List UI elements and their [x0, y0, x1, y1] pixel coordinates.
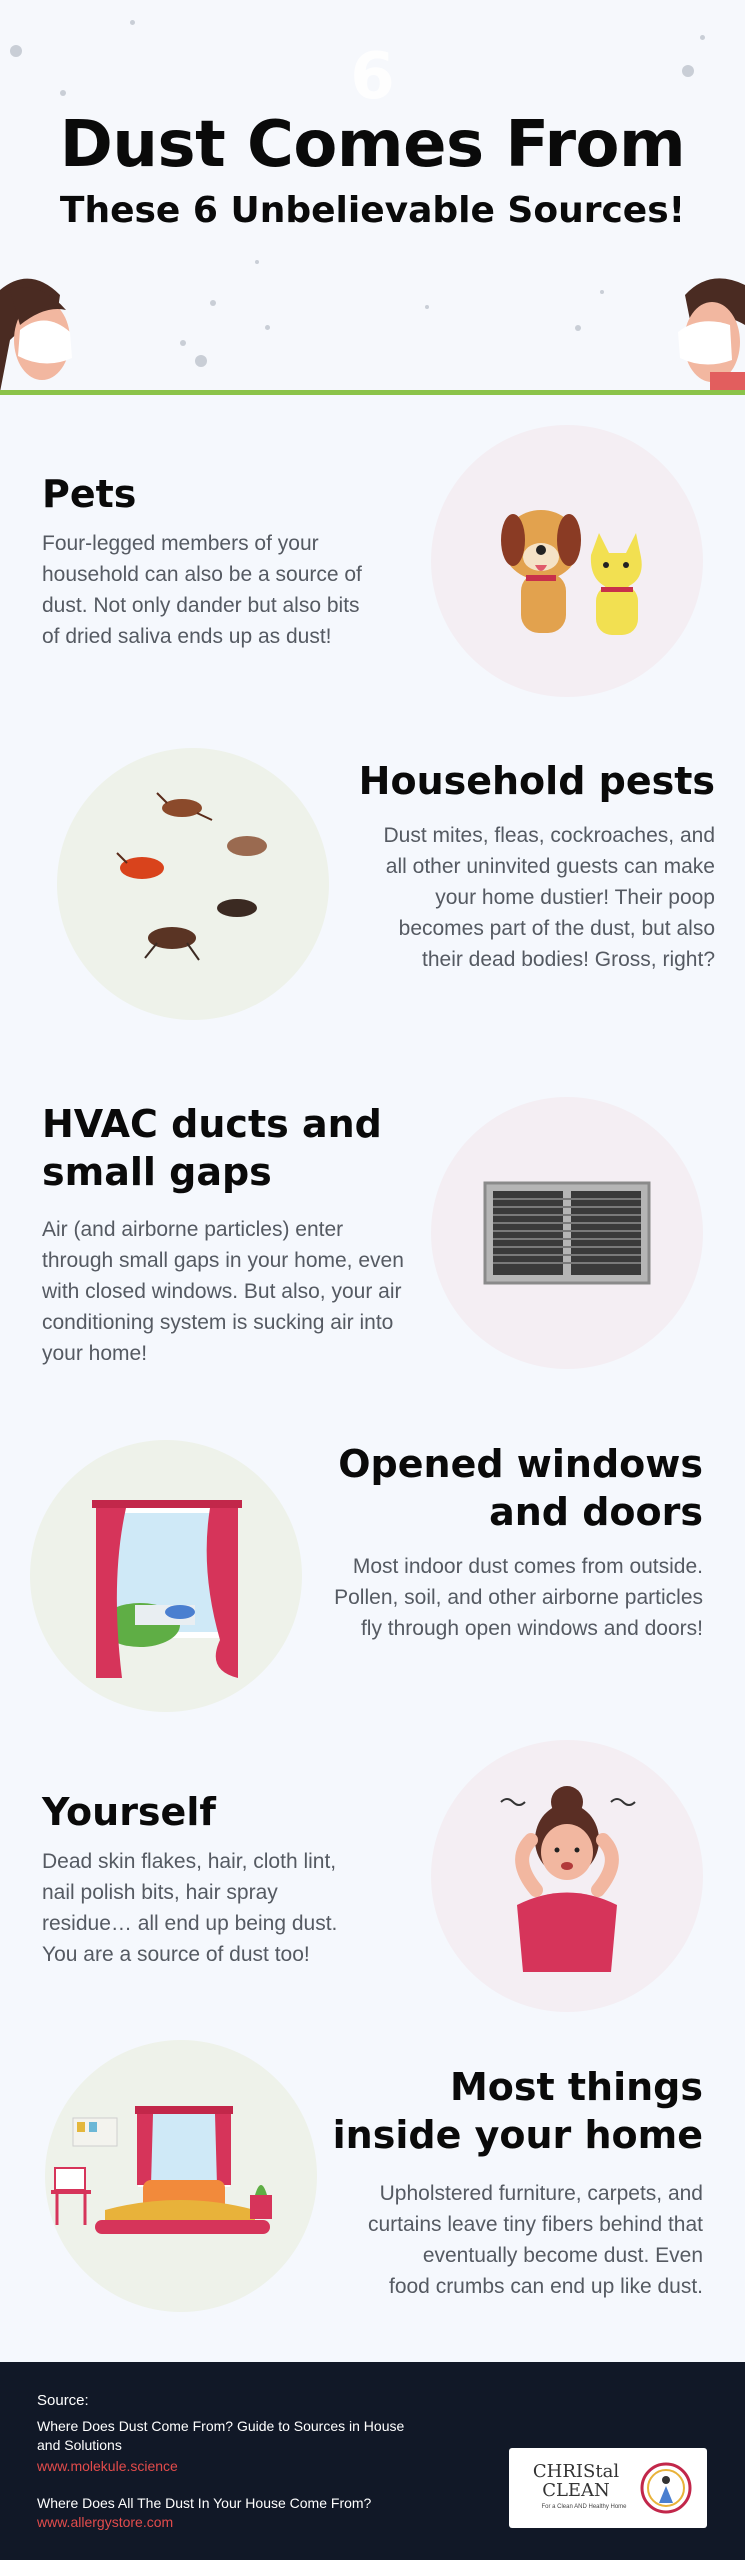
text-line: through small gaps in your home, even: [42, 1249, 404, 1272]
title-line: Opened windows: [338, 1442, 703, 1486]
source-1-link[interactable]: www.molekule.science: [37, 2458, 178, 2474]
dust-particle: [210, 300, 216, 306]
number-six: 6: [350, 40, 395, 114]
text-line: household can also be a source of: [42, 563, 362, 586]
dust-particle: [600, 290, 604, 294]
dust-particle: [130, 20, 135, 25]
open-window-icon: [30, 1440, 302, 1712]
logo-line: CLEAN: [542, 2480, 610, 2501]
text-line: with closed windows. But also, your air: [42, 1280, 402, 1303]
bugs-icon: [57, 748, 329, 1020]
dust-particle: [255, 260, 259, 264]
text-line: eventually become dust. Even: [422, 2244, 703, 2267]
section-text-windows: [300, 1551, 703, 1644]
title-line: and doors: [489, 1490, 703, 1534]
text-line: Upholstered furniture, carpets, and: [379, 2182, 703, 2205]
logo-text: [531, 2462, 621, 2500]
section-text-pests: [300, 820, 715, 975]
bedroom-icon: [45, 2040, 317, 2312]
section-text-hvac: [42, 1214, 432, 1369]
section-title-windows: [300, 1440, 703, 1536]
dust-particle: [575, 325, 581, 331]
section-title-home: [300, 2063, 703, 2159]
yourself-illustration: [431, 1740, 703, 2012]
dust-particle: [195, 355, 207, 367]
pets-illustration: [431, 425, 703, 697]
dust-particle: [180, 340, 186, 346]
section-title-pets: Pets: [42, 472, 137, 516]
dog-and-cat-icon: [431, 425, 703, 697]
page-title: Dust Comes From: [59, 108, 686, 182]
text-line: Dust mites, fleas, cockroaches, and: [383, 824, 715, 847]
text-line: your home!: [42, 1342, 148, 1365]
text-line: Four-legged members of your: [42, 532, 319, 555]
source-label: Source:: [37, 2392, 89, 2409]
section-text-pets: [42, 528, 412, 652]
air-vent-icon: [431, 1097, 703, 1369]
hvac-illustration: [431, 1097, 703, 1369]
text-line: fly through open windows and doors!: [360, 1617, 703, 1640]
header-banner: [0, 0, 745, 395]
text-line: curtains leave tiny fibers behind that: [367, 2213, 703, 2236]
section-text-home: [300, 2178, 703, 2302]
text-line: Air (and airborne particles) enter: [42, 1218, 344, 1241]
text-line: of dried saliva ends up as dust!: [42, 625, 332, 648]
home-illustration: [45, 2040, 317, 2312]
masked-woman-icon: [0, 270, 75, 392]
text-line: You are a source of dust too!: [42, 1943, 310, 1966]
grass-line: [0, 390, 745, 395]
logo-tagline: For a Clean AND Healthy Home: [541, 2504, 627, 2510]
logo-line: CHRIStal: [532, 2461, 620, 2482]
text-line: Pollen, soil, and other airborne particles: [334, 1586, 703, 1609]
text-line: Dead skin flakes, hair, cloth lint,: [42, 1850, 337, 1873]
masked-man-icon: [670, 270, 745, 392]
text-line: becomes part of the dust, but also: [398, 917, 715, 940]
text-line: dust. Not only dander but also bits: [42, 594, 360, 617]
title-line: small gaps: [42, 1150, 272, 1194]
title-line: HVAC ducts and: [42, 1102, 382, 1146]
logo-emblem-icon: [637, 2458, 695, 2518]
page-subtitle: These 6 Unbelievable Sources!: [59, 190, 686, 231]
section-title-hvac: [42, 1100, 422, 1196]
dust-particle: [265, 325, 270, 330]
text-line: nail polish bits, hair spray: [42, 1881, 278, 1904]
dust-particle: [425, 305, 429, 309]
title-line: inside your home: [332, 2113, 703, 2157]
itchy-woman-icon: [431, 1740, 703, 2012]
source-1-title: [37, 2417, 437, 2455]
text-line: food crumbs can end up like dust.: [388, 2275, 703, 2298]
text-line: residue… all end up being dust.: [42, 1912, 338, 1935]
text-line: and Solutions: [37, 2437, 122, 2453]
text-line: conditioning system is sucking air into: [42, 1311, 394, 1334]
text-line: their dead bodies! Gross, right?: [422, 948, 715, 971]
text-line: Where Does Dust Come From? Guide to Sources in House: [37, 2418, 405, 2434]
window-illustration: [30, 1440, 302, 1712]
source-2-title: Where Does All The Dust In Your House Come From?: [37, 2495, 372, 2511]
text-line: Most indoor dust comes from outside.: [352, 1555, 703, 1578]
text-line: your home dustier! Their poop: [435, 886, 715, 909]
text-line: all other uninvited guests can make: [385, 855, 715, 878]
pests-illustration: [57, 748, 329, 1020]
title-line: Most things: [449, 2065, 703, 2109]
source-2-link[interactable]: www.allergystore.com: [37, 2514, 174, 2530]
brand-logo: [509, 2448, 707, 2528]
section-title-pests: Household pests: [358, 759, 715, 803]
section-title-yourself: Yourself: [42, 1790, 216, 1834]
section-text-yourself: [42, 1846, 412, 1970]
